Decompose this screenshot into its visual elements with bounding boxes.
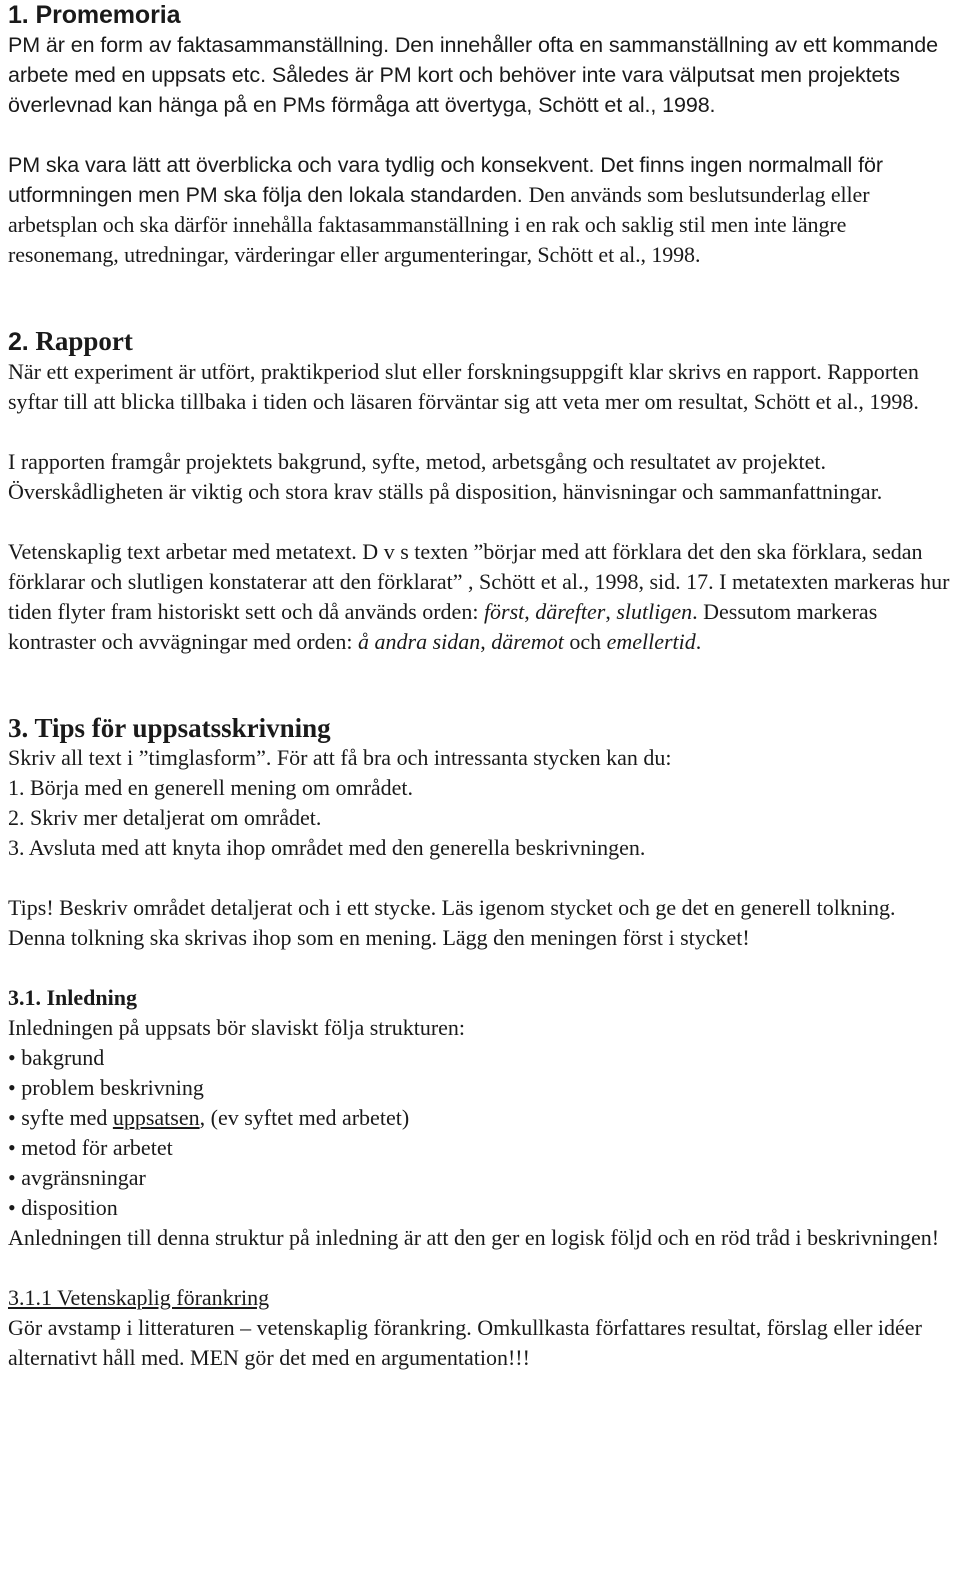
term-daremot: däremot [491,629,564,654]
list-item: • metod för arbetet [8,1133,954,1163]
subsection-heading-inledning: 3.1. Inledning [8,985,137,1010]
term-forst: först [483,599,525,624]
list-item: 2. Skriv mer detaljerat om området. [8,805,322,830]
metatext-part: Vetenskaplig text arbetar med metatext. D v s texten ”börjar med att förklara det den ska förklara, sedan förklarar och slutligen konstaterar att den förklarat” , Schött et al., 1998, sid. 17. I metatexten markeras hur tiden flyter fram historiskt sett och då används orden: [8,539,950,624]
section-heading-tips: 3. Tips för uppsatsskrivning [8,713,331,743]
term-emellertid: emellertid [606,629,696,654]
steps-list [8,773,954,863]
forankring-heading-text: 3.1.1 Vetenskaplig förankring [8,1285,270,1310]
metatext-sep: och [563,629,607,654]
paragraph-metatext [8,537,954,657]
list-item: • disposition [8,1193,954,1223]
section-heading-promemoria: 1. Promemoria [8,1,181,29]
paragraph-rapport-intro: När ett experiment är utfört, praktikperiod slut eller forskningsuppgift klar skrivs en rapport. Rapporten syftar till att blicka tillbaka i tiden och läsaren förväntar sig att veta mer om resultat, Schött et al., 1998. [8,359,919,414]
rapport-heading-text: Rapport [35,326,133,356]
item-text: , (ev syftet med arbetet) [199,1105,410,1130]
rapport-heading-number: 2. [8,328,29,356]
section-heading-rapport [8,326,954,357]
metatext-part: . Dessutom markeras kontraster och avvägningar med orden: [8,599,878,654]
pm-guidelines-sans: PM ska vara lätt att överblicka och vara tydlig och konsekvent. Det finns ingen normalmall för utformningen men PM ska följa den lokala standarden. [8,153,883,207]
list-item [8,1103,954,1133]
underlined-term: uppsatsen [112,1105,200,1130]
term-darefter: därefter [535,599,606,624]
list-item: • problem beskrivning [8,1073,954,1103]
metatext-sep: , [605,599,617,624]
list-item: 1. Börja med en generell mening om området. [8,775,414,800]
paragraph-pm-guidelines [8,150,954,270]
paragraph-rapport-content: I rapporten framgår projektets bakgrund, syfte, metod, arbetsgång och resultatet av projektet. Överskådligheten är viktig och stora krav ställs på disposition, hänvisningar och sammanfattningar. [8,449,883,504]
subsubsection-heading-forankring [8,1283,954,1313]
structure-list [8,1043,954,1223]
pm-guidelines-serif: Den används som beslutsunderlag eller arbetsplan och ska därför innehålla faktasammanställning i en rak och saklig stil men inte längre resonemang, utredningar, värderingar eller argumenteringar, Schött et al., 1998. [8,182,870,267]
item-text: syfte med [21,1105,113,1130]
list-item: • avgränsningar [8,1163,954,1193]
term-a-andra-sidan: å andra sidan [358,629,481,654]
metatext-end: . [695,629,702,654]
list-item: 3. Avsluta med att knyta ihop området med den generella beskrivningen. [8,835,646,860]
paragraph-timglasform: Skriv all text i ”timglasform”. För att få bra och intressanta stycken kan du: [8,745,672,770]
metatext-sep: , [524,599,536,624]
paragraph-forankring: Gör avstamp i litteraturen – vetenskaplig förankring. Omkullkasta författares resultat, förslag eller idéer alternativt håll med. MEN gör det med en argumentation!!! [8,1315,922,1370]
paragraph-inledning-reason: Anledningen till denna struktur på inledning är att den ger en logisk följd och en röd tråd i beskrivningen! [8,1225,940,1250]
paragraph-pm-definition: PM är en form av faktasammanställning. Den innehåller ofta en sammanställning av ett kommande arbete med en uppsats etc. Således är PM kort och behöver inte vara välputsat men projektets överlevnad kan hänga på en PMs förmåga att övertyga, Schött et al., 1998. [8,33,938,117]
term-slutligen: slutligen [616,599,693,624]
paragraph-inledning-intro: Inledningen på uppsats bör slaviskt följa strukturen: [8,1015,466,1040]
metatext-sep: , [480,629,492,654]
paragraph-tips: Tips! Beskriv området detaljerat och i ett stycke. Läs igenom stycket och ge det en generell tolkning. Denna tolkning ska skrivas ihop som en mening. Lägg den meningen först i stycket! [8,895,896,950]
list-item: • bakgrund [8,1043,954,1073]
